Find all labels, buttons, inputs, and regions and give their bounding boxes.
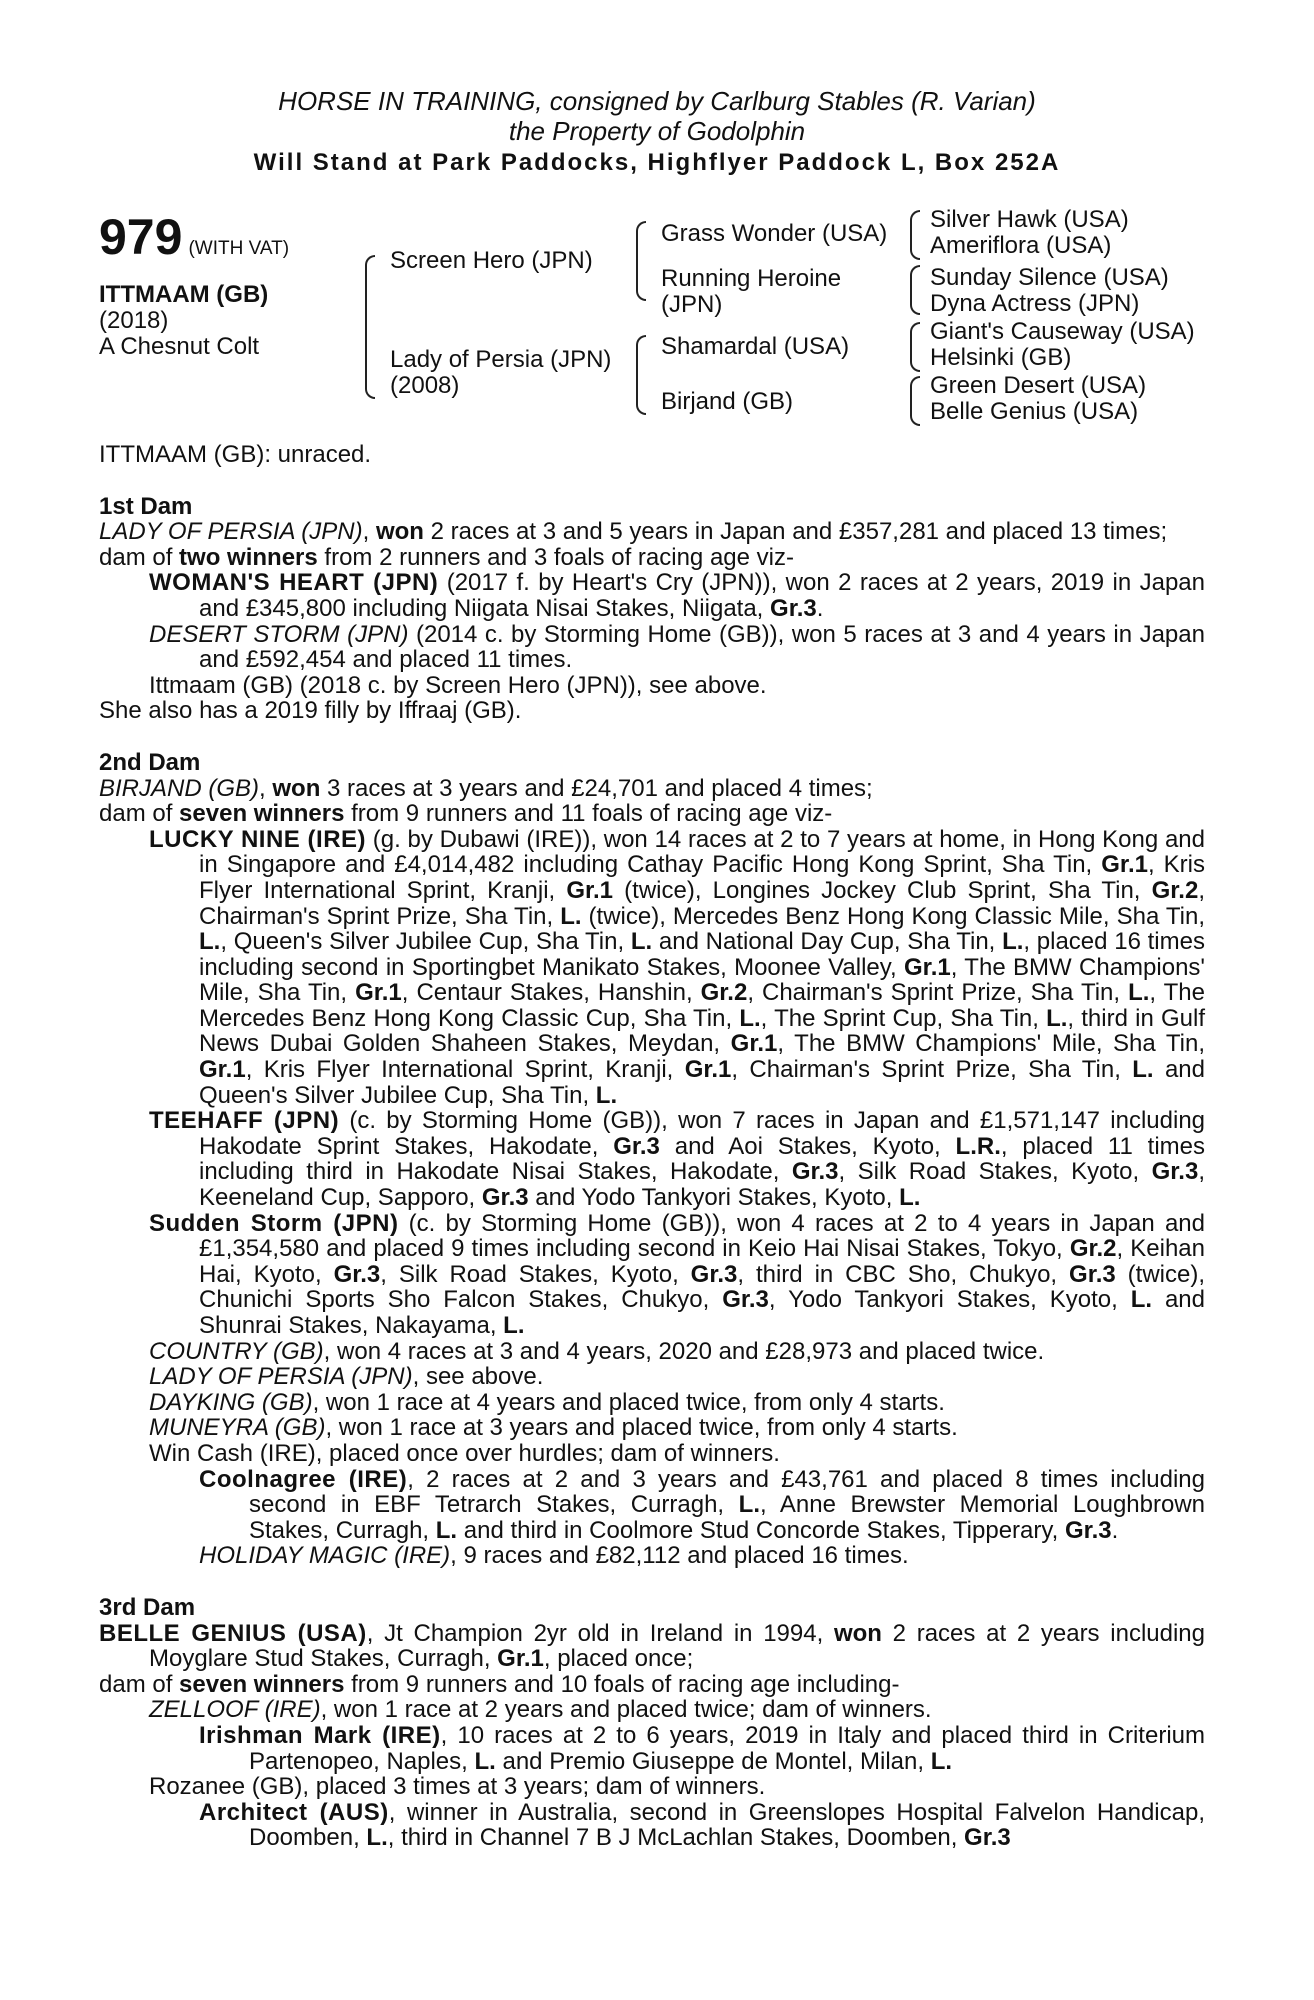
grandproduce-entry: Architect (AUS), winner in Australia, second in Greenslopes Hospital Falvelon Handicap, Doomben, L., third in Channel 7 B J McLachlan Stakes, Doomben, Gr.3 [199,1798,1205,1852]
pedigree-sdd: Dyna Actress (JPN) [930,290,1140,317]
pedigree-ds: Shamardal (USA) [661,333,850,360]
header-location: Will Stand at Park Paddocks, Highflyer Paddock L, Box 252A [253,149,1061,176]
produce-entry: MUNEYRA (GB), won 1 race at 3 years and placed twice, from only 4 starts. [149,1414,958,1442]
grandproduce-entry: Coolnagree (IRE), 2 races at 2 and 3 years and £43,761 and placed 8 times including second in EBF Tetrarch Stakes, Curragh, L., Anne Brewster Memorial Loughbrown Stakes, Curragh, L. and third in Coolmore Stud Concorde Stakes, Tipperary, Gr.3. [199,1465,1206,1544]
horse-year: (2018) [99,307,169,334]
dam-entry: LADY OF PERSIA (JPN), won 2 races at 3 and 5 years in Japan and £357,281 and placed 13 times; [99,518,1168,546]
catalogue-body [99,442,1205,1851]
horse-description: A Chesnut Colt [99,333,260,360]
pedigree-sd: Running Heroine [661,265,842,292]
produce-entry: WOMAN'S HEART (JPN) (2017 f. by Heart's Cry (JPN)), won 2 races at 2 years, 2019 in Japan and £345,800 including Niigata Nisai Stakes, Niigata, Gr.3. [149,569,1205,622]
produce-entry: DAYKING (GB), won 1 race at 4 years and placed twice, from only 4 starts. [149,1388,945,1416]
section-third-dam: 3rd Dam [99,1593,196,1621]
lot-vat: (WITH VAT) [188,238,290,259]
pedigree-dam-year: (2008) [390,372,460,399]
section-second-dam: 2nd Dam [99,748,201,776]
pedigree-bracket-1 [365,255,375,399]
header-title: HORSE IN TRAINING, consigned by Carlburg Stables (R. Varian) [278,86,1036,116]
horse-name: ITTMAAM (GB) [99,281,269,308]
pedigree-dss: Giant's Causeway (USA) [930,318,1195,345]
grandproduce-entry: Irishman Mark (IRE), 10 races at 2 to 6 years, 2019 in Italy and placed third in Criterium Partenopeo, Naples, L. and Premio Giuseppe de Montel, Milan, L. [199,1721,1205,1775]
pedigree-bracket-3d [910,376,920,426]
pedigree-sds: Sunday Silence (USA) [930,264,1169,291]
pedigree-dam: Lady of Persia (JPN) [390,346,612,373]
pedigree-bracket-3a [910,210,920,260]
produce-entry: Rozanee (GB), placed 3 times at 3 years; dam of winners. [149,1773,766,1801]
grandproduce-entry: HOLIDAY MAGIC (IRE), 9 races and £82,112 and placed 16 times. [199,1542,909,1570]
pedigree-bracket-3b [910,265,920,315]
dam-summary: dam of seven winners from 9 runners and 11 foals of racing age viz- [99,800,833,828]
race-record: ITTMAAM (GB): unraced. [99,441,372,468]
pedigree-sire: Screen Hero (JPN) [390,247,593,274]
produce-entry: Win Cash (IRE), placed once over hurdles; dam of winners. [149,1439,780,1467]
pedigree-dsd: Helsinki (GB) [930,344,1072,371]
pedigree-ssd: Ameriflora (USA) [930,232,1112,259]
dam-summary: dam of two winners from 2 runners and 3 foals of racing age viz- [99,543,794,571]
pedigree-dd: Birjand (GB) [661,388,794,415]
pedigree-ss: Grass Wonder (USA) [661,220,888,247]
produce-entry: Sudden Storm (JPN) (c. by Storming Home (GB)), won 4 races at 2 to 4 years in Japan and £1,354,580 and placed 9 times including second in Keio Hai Nisai Stakes, Tokyo, Gr.2, Keihan Hai, Kyoto, Gr.3, Silk Road Stakes, Kyoto, Gr.3, third in CBC Sho, Chukyo, Gr.3 (twice), Chunichi Sports Sho Falcon Stakes, Chukyo, Gr.3, Yodo Tankyori Stakes, Kyoto, L. and Shunrai Stakes, Nakayama, L. [149,1209,1205,1339]
produce-note: She also has a 2019 filly by Iffraaj (GB). [99,697,522,725]
produce-entry: LUCKY NINE (IRE) (g. by Dubawi (IRE)), won 14 races at 2 to 7 years at home, in Hong Kong and in Singapore and £4,014,482 including Cathay Pacific Hong Kong Sprint, Sha Tin, Gr.1, Kris Flyer International Sprint, Kranji, Gr.1 (twice), Longines Jockey Club Sprint, Sha Tin, Gr.2, Chairman's Sprint Prize, Sha Tin, L. (twice), Mercedes Benz Hong Kong Classic Mile, Sha Tin, L., Queen's Silver Jubilee Cup, Sha Tin, L. and National Day Cup, Sha Tin, L., placed 16 times including second in Sportingbet Manikato Stakes, Moonee Valley, Gr.1, The BMW Champions' Mile, Sha Tin, Gr.1, Centaur Stakes, Hanshin, Gr.2, Chairman's Sprint Prize, Sha Tin, L., The Mercedes Benz Hong Kong Classic Cup, Sha Tin, L., The Sprint Cup, Sha Tin, L., third in Gulf News Dubai Golden Shaheen Stakes, Meydan, Gr.1, The BMW Champions' Mile, Sha Tin, Gr.1, Kris Flyer International Sprint, Kranji, Gr.1, Chairman's Sprint Prize, Sha Tin, L. and Queen's Silver Jubilee Cup, Sha Tin, L. [149,825,1206,1109]
produce-entry: ZELLOOF (IRE), won 1 race at 2 years and placed twice; dam of winners. [149,1696,932,1724]
pedigree-sd-cont: (JPN) [661,291,723,318]
produce-entry: Ittmaam (GB) (2018 c. by Screen Hero (JPN)), see above. [149,671,767,699]
dam-summary: dam of seven winners from 9 runners and 10 foals of racing age including- [99,1670,900,1698]
lot-number [99,208,289,266]
produce-entry: LADY OF PERSIA (JPN), see above. [149,1363,544,1391]
dam-entry: BIRJAND (GB), won 3 races at 3 years and £24,701 and placed 4 times; [99,774,873,802]
produce-entry: TEEHAFF (JPN) (c. by Storming Home (GB)), won 7 races in Japan and £1,571,147 including Hakodate Sprint Stakes, Hakodate, Gr.3 and Aoi Stakes, Kyoto, L.R., placed 11 times including third in Hakodate Nisai Stakes, Hakodate, Gr.3, Silk Road Stakes, Kyoto, Gr.3, Keeneland Cup, Sapporo, Gr.3 and Yodo Tankyori Stakes, Kyoto, L. [149,1107,1206,1212]
pedigree-bracket-2a [636,221,646,301]
pedigree-sss: Silver Hawk (USA) [930,206,1129,233]
pedigree-bracket-3c [910,322,920,372]
dam-entry: BELLE GENIUS (USA), Jt Champion 2yr old in Ireland in 1994, won 2 races at 2 years including Moyglare Stud Stakes, Curragh, Gr.1, placed once; [99,1619,1205,1673]
pedigree-dds: Green Desert (USA) [930,372,1147,399]
pedigree-ddd: Belle Genius (USA) [930,398,1139,425]
lot-number-value: 979 [99,209,183,265]
produce-entry: DESERT STORM (JPN) (2014 c. by Storming Home (GB)), won 5 races at 3 and 4 years in Japan and £592,454 and placed 11 times. [149,620,1205,674]
header-subtitle: the Property of Godolphin [508,116,806,146]
produce-entry: COUNTRY (GB), won 4 races at 3 and 4 years, 2020 and £28,973 and placed twice. [149,1337,1045,1365]
section-first-dam: 1st Dam [99,492,193,520]
pedigree-bracket-2b [636,335,646,415]
